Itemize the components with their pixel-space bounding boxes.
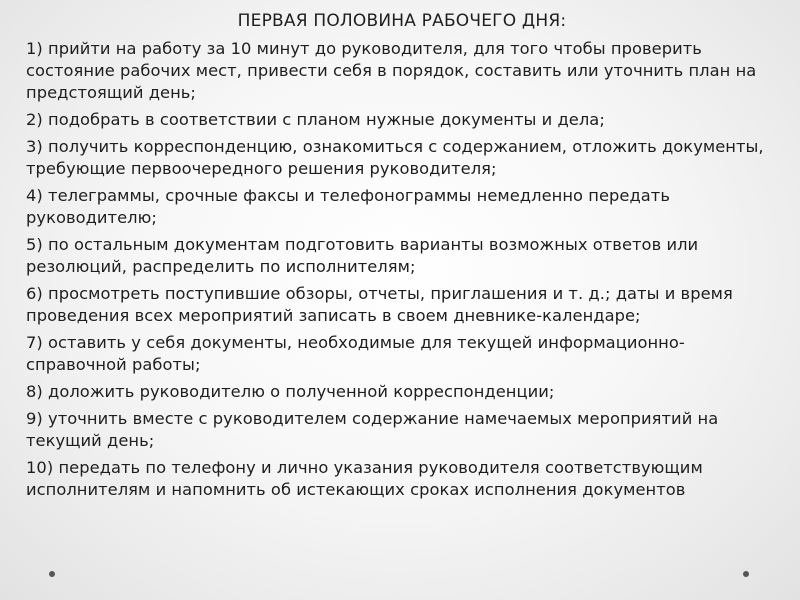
task-item-5: 5) по остальным документам подготовить варианты возможных ответов или резолюций, распределить по исполнителям; [26, 235, 699, 276]
task-item-6: 6) просмотреть поступившие обзоры, отчеты, приглашения и т. д.; даты и время проведения всех мероприятий записать в своем дневнике-календаре; [26, 284, 733, 325]
task-item-3: 3) получить корреспонденцию, ознакомиться с содержанием, отложить документы, требующие первоочередного решения руководителя; [26, 137, 764, 178]
slide-dot-left-icon [49, 571, 55, 577]
slide-dot-right-icon [743, 571, 749, 577]
task-item-7: 7) оставить у себя документы, необходимые для текущей информационно-справочной работы; [26, 333, 685, 374]
slide-content [26, 10, 778, 506]
task-item-1: 1) прийти на работу за 10 минут до руководителя, для того чтобы проверить состояние рабочих мест, привести себя в порядок, составить или уточнить план на предстоящий день; [26, 39, 757, 102]
task-item-8: 8) доложить руководителю о полученной корреспонденции; [26, 382, 555, 401]
task-item-10: 10) передать по телефону и лично указания руководителя соответствующим исполнителям и напомнить об истекающих сроках исполнения документов [26, 458, 703, 499]
task-list [26, 38, 778, 501]
task-item-4: 4) телеграммы, срочные факсы и телефонограммы немедленно передать руководителю; [26, 186, 670, 227]
task-item-9: 9) уточнить вместе с руководителем содержание намечаемых мероприятий на текущий день; [26, 409, 719, 450]
slide-title: ПЕРВАЯ ПОЛОВИНА РАБОЧЕГО ДНЯ: [237, 11, 567, 31]
task-item-2: 2) подобрать в соответствии с планом нужные документы и дела; [26, 110, 605, 129]
